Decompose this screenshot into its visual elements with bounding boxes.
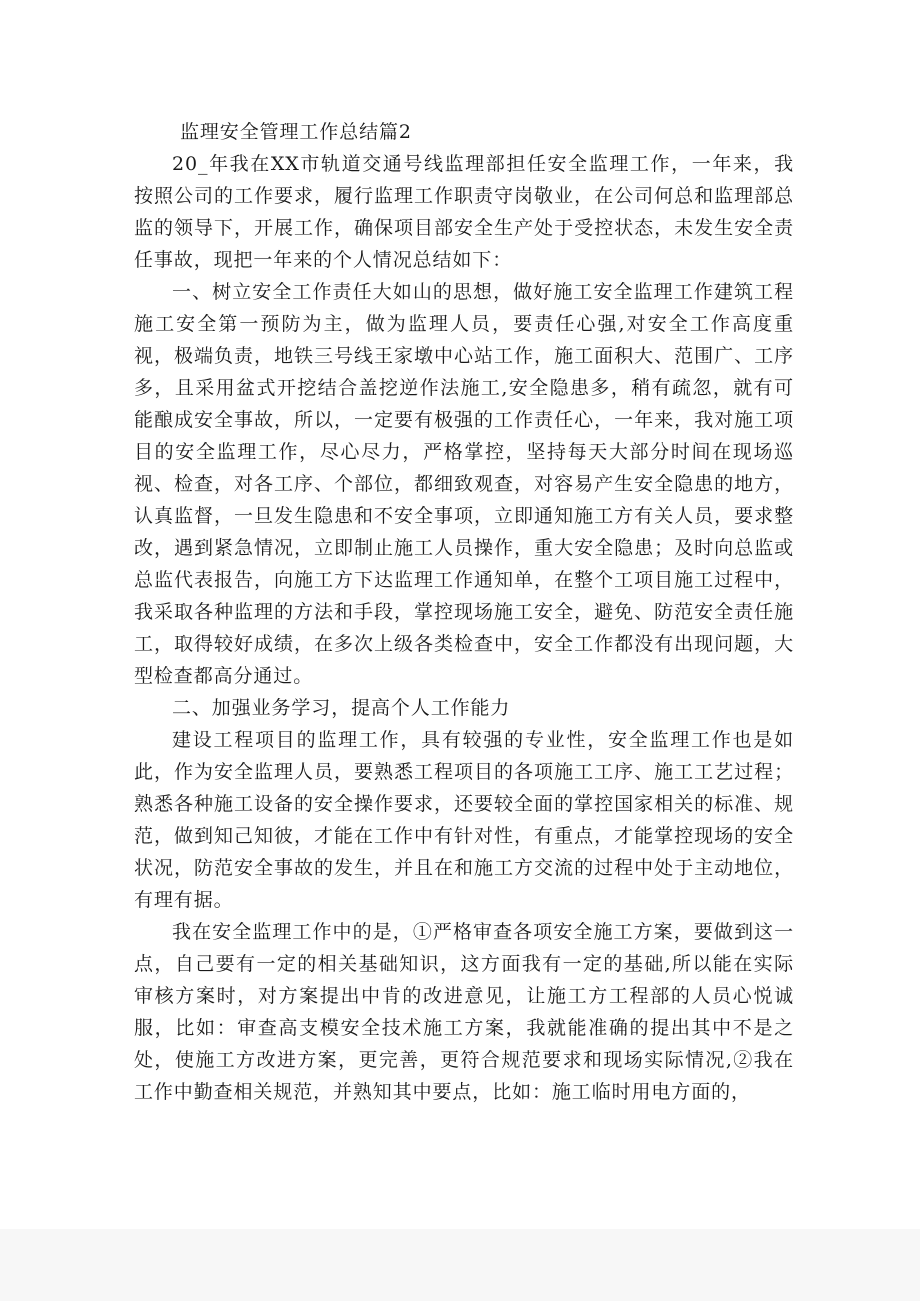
section-heading-2: 二、加强业务学习，提高个人工作能力 (172, 697, 511, 719)
paragraph-section-2: 建设工程项目的监理工作，具有较强的专业性，安全监理工作也是如此，作为安全监理人员，要熟悉工程项目的各项施工工序、施工工艺过程；熟悉各种施工设备的安全操作要求，还要较全面的掌控国家相关的标准、规范，做到知己知彼，才能在工作中有针对性，有重点，才能掌控现场的安全状况，防范安全事故的发生，并且在和施工方交流的过程中处于主动地位，有理有据。 (134, 729, 794, 911)
paragraph-section-1: 一、树立安全工作责任大如山的思想，做好施工安全监理工作建筑工程施工安全第一预防为主，做为监理人员，要责任心强,对安全工作高度重视，极端负责，地铁三号线王家墩中心站工作，施工面积大、范围广、工序多，且采用盆式开挖结合盖挖逆作法施工,安全隐患多，稍有疏忽，就有可能酿成安全事故，所以，一定要有极强的工作责任心，一年来，我对施工项目的安全监理工作，尽心尽力，严格掌控，坚持每天大部分时间在现场巡视、检查，对各工序、个部位，都细致观查，对容易产生安全隐患的地方，认真监督，一旦发生隐患和不安全事项，立即通知施工方有关人员，要求整改，遇到紧急情况，立即制止施工人员操作，重大安全隐患；及时向总监或总监代表报告，向施工方下达监理工作通知单，在整个工项目施工过程中，我采取各种监理的方法和手段，掌控现场施工安全，避免、防范安全责任施工，取得较好成绩，在多次上级各类检查中，安全工作都没有出现问题，大型检查都高分通过。 (134, 281, 794, 687)
document-title: 监理安全管理工作总结篇2 (180, 121, 412, 143)
paragraph-section-2-detail: 我在安全监理工作中的是，①严格审查各项安全施工方案，要做到这一点，自己要有一定的相关基础知识，这方面我有一定的基础,所以能在实际审核方案时，对方案提出中肯的改进意见，让施工方工程部的人员心悦诚服，比如：审查高支模安全技术施工方案，我就能准确的提出其中不是之处，使施工方改进方案，更完善，更符合规范要求和现场实际情况,②我在工作中勤查相关规范，并熟知其中要点，比如：施工临时用电方面的， (134, 921, 794, 1103)
document-body (134, 116, 794, 1108)
paragraph-intro: 20_年我在XX市轨道交通号线监理部担任安全监理工作，一年来，我按照公司的工作要求，履行监理工作职责守岗敬业，在公司何总和监理部总监的领导下，开展工作，确保项目部安全生产处于受控状态，未发生安全责任事故，现把一年来的个人情况总结如下： (134, 153, 794, 271)
page-bottom-strip (0, 1229, 920, 1301)
